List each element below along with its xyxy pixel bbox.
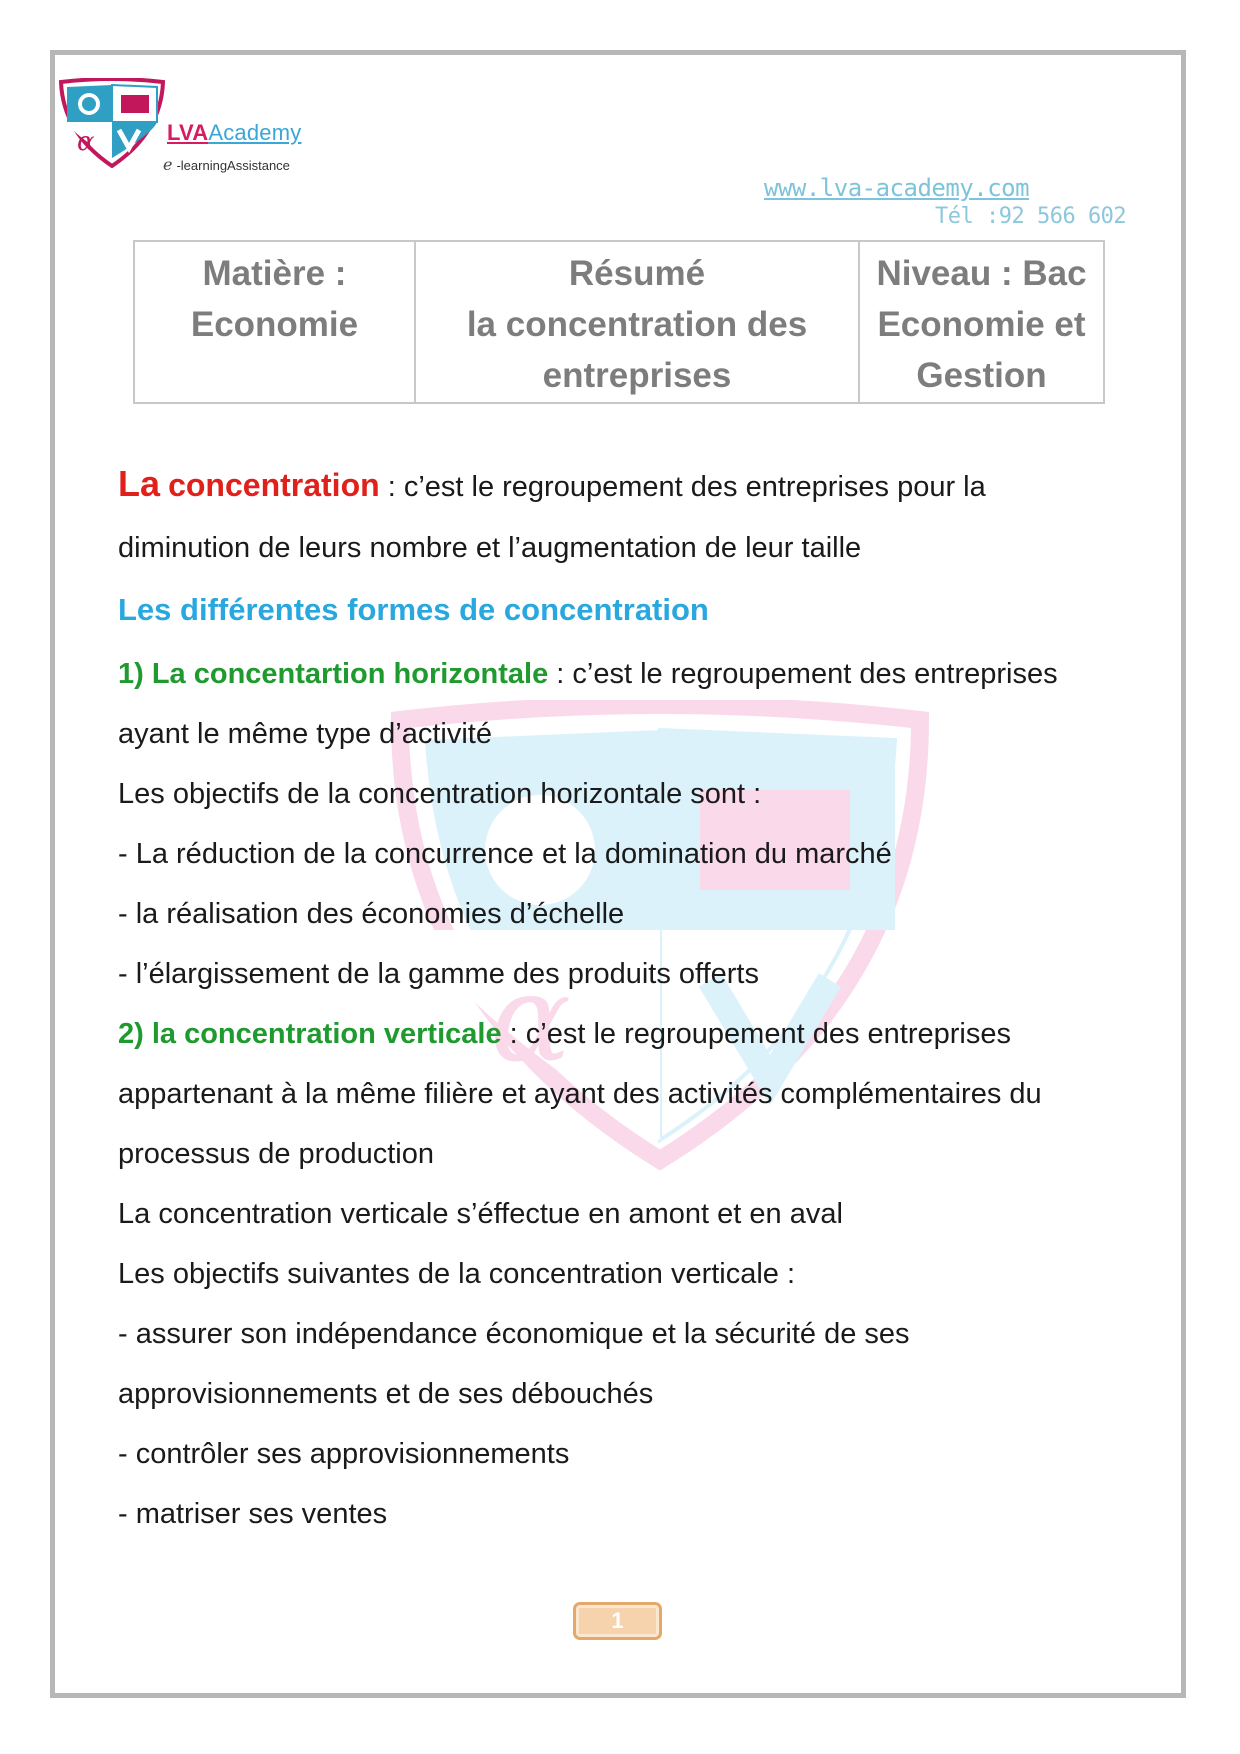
brand-lv: LVA (167, 120, 209, 145)
telephone: Tél :92 566 602 (935, 204, 1127, 229)
horizontal-objectives-intro: Les objectifs de la concentration horizontale sont : (118, 778, 762, 810)
section-title: Les différentes formes de concentration (118, 592, 709, 627)
subject-line-1: Matière : (202, 254, 347, 293)
horizontal-objective-1: - La réduction de la concurrence et la domination du marché (118, 838, 892, 870)
definition-text-1: : c’est le regroupement des entreprises pour la (379, 471, 986, 503)
title-line-1: Résumé (568, 254, 706, 293)
horizontal-line-1 (118, 658, 1058, 691)
level-line-1: Niveau : Bac (876, 254, 1087, 293)
svg-text:α: α (77, 127, 95, 157)
definition-line-2: diminution de leurs nombre et l’augmentation de leur taille (118, 532, 862, 564)
tagline-text: -learningAssistance (176, 158, 290, 173)
lva-academy-logo-icon (57, 78, 167, 168)
vertical-objective-1-cont: approvisionnements et de ses débouchés (118, 1378, 654, 1410)
horizontal-line-2: ayant le même type d’activité (118, 718, 492, 750)
tagline-e: e (163, 155, 173, 174)
title-cell (415, 241, 859, 403)
svg-text:α: α (490, 950, 572, 1089)
website-link[interactable]: www.lva-academy.com (764, 174, 1030, 202)
definition-term-b: concentration (168, 467, 380, 503)
subject-cell (134, 241, 415, 403)
horizontal-objective-3: - l’élargissement de la gamme des produits offerts (118, 958, 759, 990)
vertical-objective-2: - contrôler ses approvisionnements (118, 1438, 570, 1470)
vertical-line-3: processus de production (118, 1138, 434, 1170)
vertical-title: 2) la concentration verticale (118, 1018, 502, 1050)
vertical-objectives-intro: Les objectifs suivantes de la concentration verticale : (118, 1258, 796, 1290)
page-number-badge: 1 (573, 1602, 662, 1640)
header-table (133, 240, 1105, 404)
title-line-3: entreprises (542, 356, 732, 395)
level-line-3: Gestion (916, 356, 1047, 395)
brand-name (167, 120, 301, 146)
horizontal-objective-2: - la réalisation des économies d’échelle (118, 898, 625, 930)
horizontal-title: 1) La concentartion horizontale (118, 658, 549, 690)
vertical-text-1: : c’est le regroupement des entreprises (501, 1018, 1011, 1050)
definition-term-a: La (118, 463, 161, 504)
title-line-2: la concentration des (466, 305, 808, 344)
vertical-line-4: La concentration verticale s’éffectue en amont et en aval (118, 1198, 843, 1230)
vertical-objective-3: - matriser ses ventes (118, 1498, 388, 1530)
vertical-line-1 (118, 1018, 1011, 1051)
horizontal-text-1: : c’est le regroupement des entreprises (548, 658, 1058, 690)
vertical-line-2: appartenant à la même filière et ayant des activités complémentaires du (118, 1078, 1042, 1110)
brand-tagline (163, 155, 290, 174)
level-cell (859, 241, 1104, 403)
subject-line-2: Economie (190, 305, 359, 344)
brand-academy: Academy (208, 120, 302, 145)
level-line-2: Economie et (877, 305, 1086, 344)
vertical-objective-1: - assurer son indépendance économique et la sécurité de ses (118, 1318, 910, 1350)
definition-line-1 (118, 463, 986, 505)
